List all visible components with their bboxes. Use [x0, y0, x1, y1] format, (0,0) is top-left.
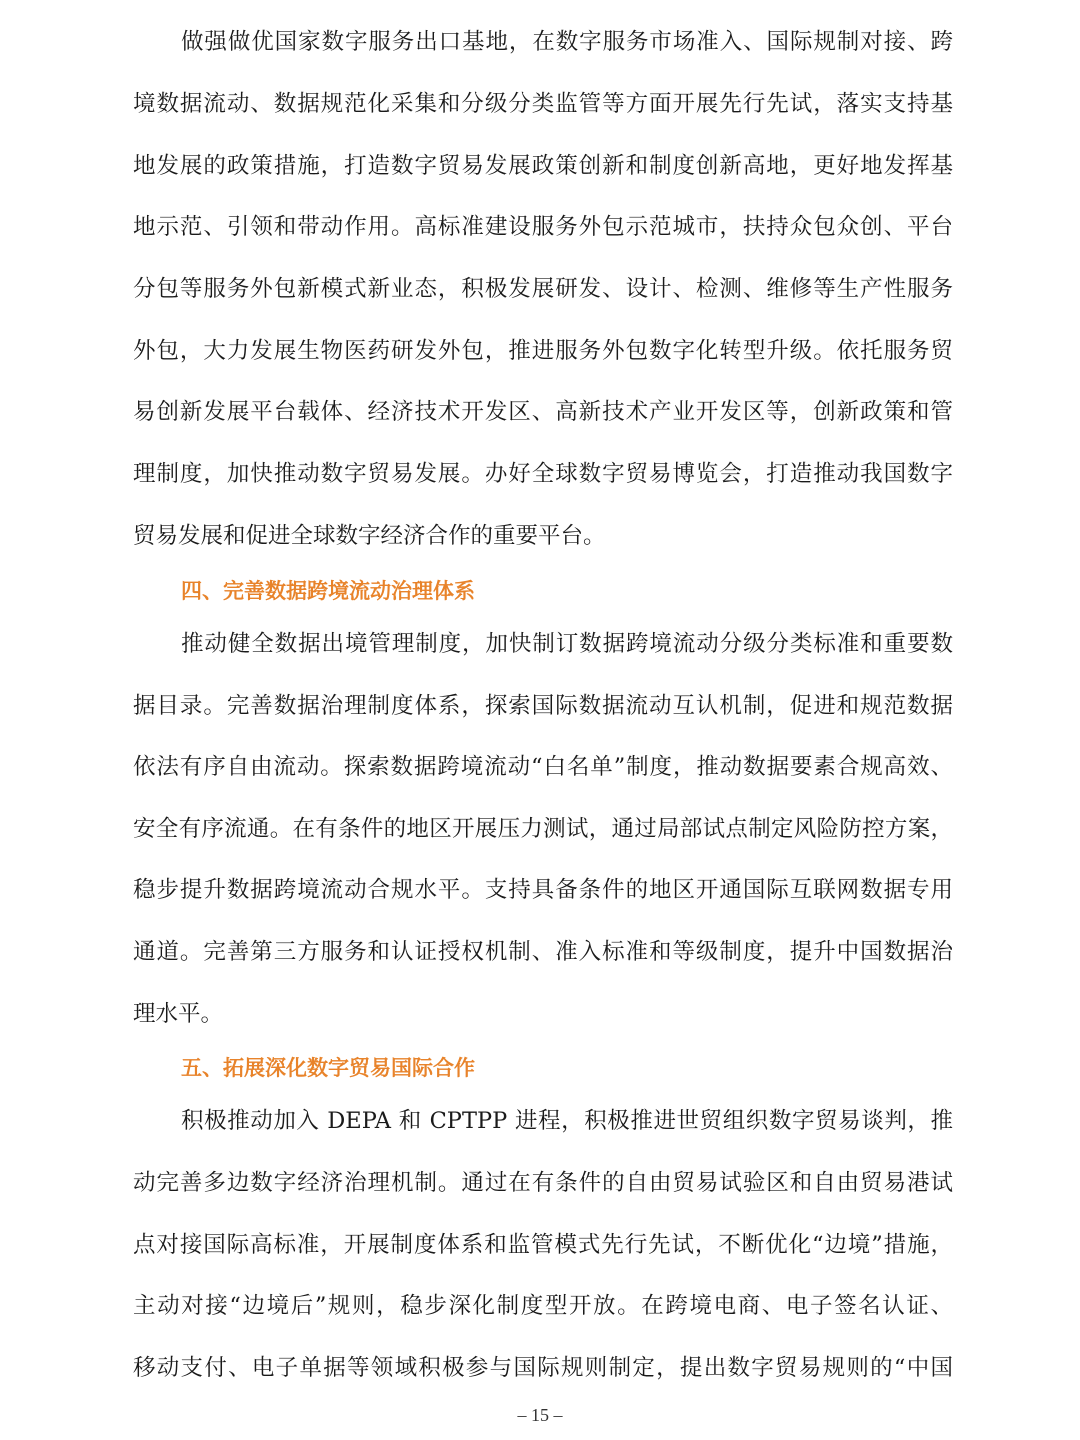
page-number: – 15 – [517, 1405, 563, 1425]
text-line: 通道。完善第三方服务和认证授权机制、准入标准和等级制度，提升中国数据治 [133, 939, 953, 965]
text-line: 动完善多边数字经济治理机制。通过在有条件的自由贸易试验区和自由贸易港试 [133, 1170, 953, 1196]
text-line: 主动对接“边境后”规则，稳步深化制度型开放。在跨境电商、电子签名认证、 [133, 1293, 953, 1319]
text-line: 境数据流动、数据规范化采集和分级分类监管等方面开展先行先试，落实支持基 [133, 91, 953, 117]
text-line: 易创新发展平台载体、经济技术开发区、高新技术产业开发区等，创新政策和管 [133, 399, 953, 425]
text-line: 积极推动加入 DEPA 和 CPTPP 进程，积极推进世贸组织数字贸易谈判，推 [181, 1108, 953, 1134]
text-line: 地示范、引领和带动作用。高标准建设服务外包示范城市，扶持众包众创、平台 [133, 214, 953, 240]
text-line: 贸易发展和促进全球数字经济合作的重要平台。 [133, 523, 606, 549]
text-line: 移动支付、电子单据等领域积极参与国际规则制定，提出数字贸易规则的“中国 [133, 1355, 953, 1381]
text-line: 理水平。 [133, 1001, 224, 1027]
text-line: 外包，大力发展生物医药研发外包，推进服务外包数字化转型升级。依托服务贸 [133, 338, 953, 364]
section-heading-5: 五、拓展深化数字贸易国际合作 [181, 1056, 475, 1080]
section-heading-4: 四、完善数据跨境流动治理体系 [181, 579, 475, 603]
text-line: 据目录。完善数据治理制度体系，探索国际数据流动互认机制，促进和规范数据 [133, 693, 953, 719]
text-line: 分包等服务外包新模式新业态，积极发展研发、设计、检测、维修等生产性服务 [133, 276, 953, 302]
text-line: 稳步提升数据跨境流动合规水平。支持具备条件的地区开通国际互联网数据专用 [133, 877, 953, 903]
text-line: 地发展的政策措施，打造数字贸易发展政策创新和制度创新高地，更好地发挥基 [133, 153, 953, 179]
text-line: 理制度，加快推动数字贸易发展。办好全球数字贸易博览会，打造推动我国数字 [133, 461, 953, 487]
text-line: 点对接国际高标准，开展制度体系和监管模式先行先试，不断优化“边境”措施， [133, 1232, 953, 1258]
text-line: 做强做优国家数字服务出口基地，在数字服务市场准入、国际规制对接、跨 [181, 29, 953, 55]
text-line: 推动健全数据出境管理制度，加快制订数据跨境流动分级分类标准和重要数 [181, 631, 953, 657]
text-line: 安全有序流通。在有条件的地区开展压力测试，通过局部试点制定风险防控方案， [133, 816, 953, 842]
text-line: 依法有序自由流动。探索数据跨境流动“白名单”制度，推动数据要素合规高效、 [133, 754, 953, 780]
